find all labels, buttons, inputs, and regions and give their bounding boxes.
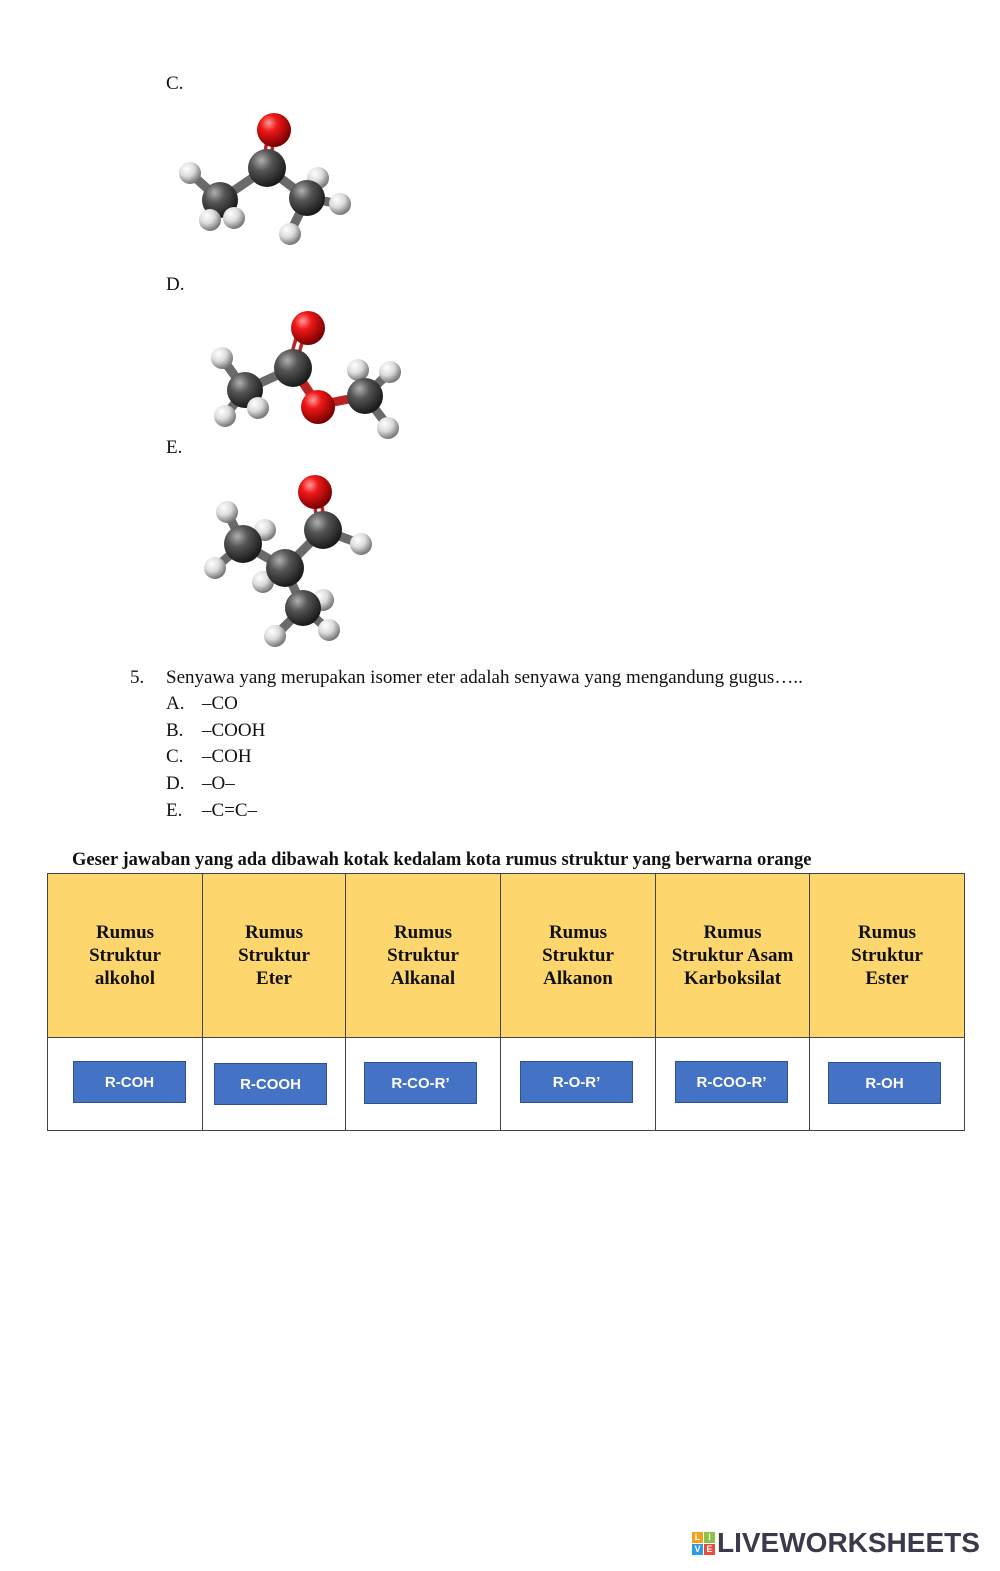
answer-chip[interactable]: R-COO-R’ [675, 1061, 788, 1103]
drop-cell-ester[interactable] [810, 1038, 965, 1131]
option-text: –CO [202, 693, 238, 714]
header-alkanon: Rumus Struktur Alkanon [501, 874, 656, 1038]
option-c-label: C. [166, 73, 184, 94]
answer-chip[interactable]: R-CO-R’ [364, 1062, 477, 1104]
2-methylpropanal-molecule-image [195, 472, 385, 652]
question-number: 5. [130, 667, 145, 688]
drag-instruction: Geser jawaban yang ada dibawah kotak kedalam kota rumus struktur yang berwarna orange [72, 850, 812, 870]
option-letter: E. [166, 800, 183, 821]
option-text: –O– [202, 773, 235, 794]
methyl-acetate-molecule-image [200, 308, 410, 443]
answer-chip[interactable]: R-COH [73, 1061, 186, 1103]
option-letter: D. [166, 773, 185, 794]
answer-chip[interactable]: R-OH [828, 1062, 941, 1104]
liveworksheets-logo [692, 1528, 980, 1558]
question-5-option-e [166, 800, 257, 822]
option-letter: B. [166, 720, 184, 741]
header-asam-karboksilat: Rumus Struktur Asam Karboksilat [656, 874, 810, 1038]
drop-cell-alkohol[interactable] [48, 1038, 203, 1131]
answer-chip[interactable]: R-O-R’ [520, 1061, 633, 1103]
drop-cell-asam-karboksilat[interactable] [656, 1038, 810, 1131]
question-5 [130, 667, 803, 689]
option-e-label: E. [166, 437, 183, 458]
question-5-option-b [166, 720, 265, 742]
liveworksheets-logo-icon: L I V E [692, 1532, 715, 1555]
option-letter: C. [166, 746, 184, 767]
header-eter: Rumus Struktur Eter [203, 874, 346, 1038]
question-5-option-c [166, 746, 252, 768]
header-ester: Rumus Struktur Ester [810, 874, 965, 1038]
option-d-label: D. [166, 274, 185, 295]
acetone-molecule-image [172, 108, 357, 253]
option-text: –COH [202, 746, 252, 767]
liveworksheets-brand: LIVEWORKSHEETS [717, 1527, 980, 1558]
option-text: –C=C– [202, 800, 258, 821]
matching-table [47, 873, 965, 1131]
header-alkohol: Rumus Struktur alkohol [48, 874, 203, 1038]
question-text: Senyawa yang merupakan isomer eter adalah senyawa yang mengandung gugus….. [166, 667, 803, 688]
answer-chip[interactable]: R-COOH [214, 1063, 327, 1105]
drop-cell-alkanon[interactable] [501, 1038, 656, 1131]
option-letter: A. [166, 693, 185, 714]
drop-cell-eter[interactable] [203, 1038, 346, 1131]
option-text: –COOH [202, 720, 266, 741]
question-5-option-d [166, 773, 235, 795]
header-alkanal: Rumus Struktur Alkanal [346, 874, 501, 1038]
drop-cell-alkanal[interactable] [346, 1038, 501, 1131]
question-5-option-a [166, 693, 238, 715]
